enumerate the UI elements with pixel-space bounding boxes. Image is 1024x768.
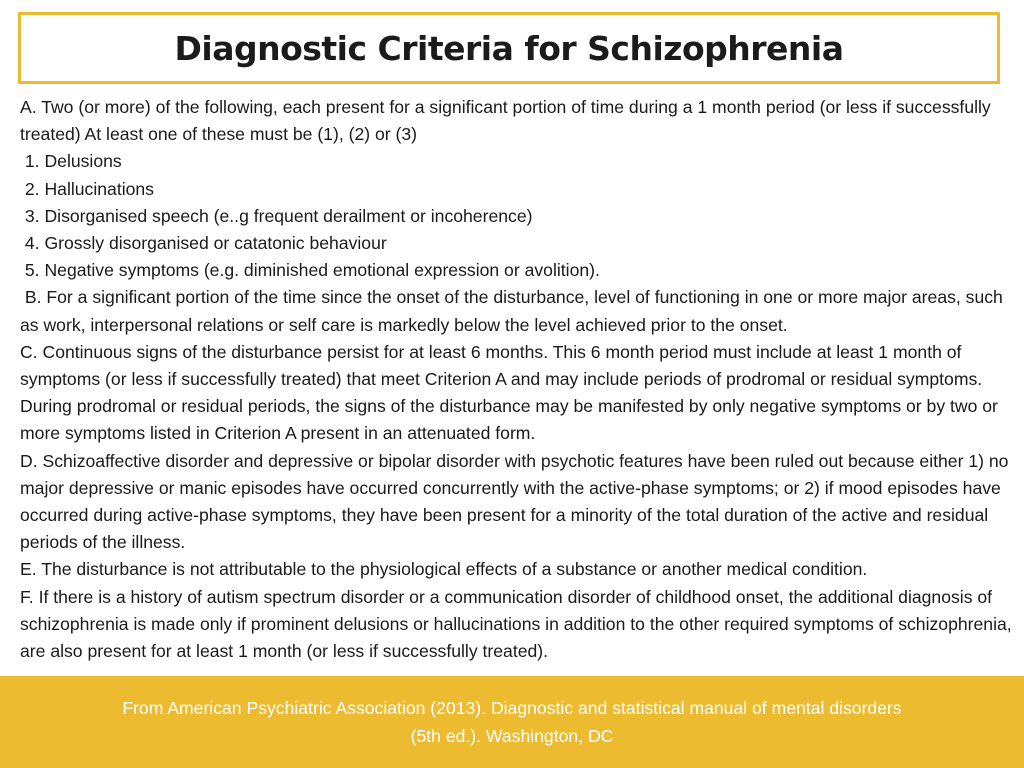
page-title: Diagnostic Criteria for Schizophrenia <box>174 28 844 68</box>
criterion-a-item-5: 5. Negative symptoms (e.g. diminished emotional expression or avolition). <box>20 260 600 281</box>
criterion-a-item-2: 2. Hallucinations <box>20 178 154 199</box>
criterion-c: C. Continuous signs of the disturbance persist for at least 6 months. This 6 month period must include at least 1 month of symptoms (or less if successfully treated) that meet Criterion A and may include periods of prodromal or residual symptoms. During prodromal or residual periods, the signs of the disturbance may be manifested by only negative symptoms or by two or more symptoms listed in Criterion A present in an attenuated form. <box>20 341 1003 444</box>
criterion-b: B. For a significant portion of the time since the onset of the disturbance, level of functioning in one or more major areas, such as work, interpersonal relations or self care is markedly below the level achieved prior to the onset. <box>20 287 1008 335</box>
criterion-a: A. Two (or more) of the following, each present for a significant portion of time during a 1 month period (or less if successfully treated) At least one of these must be (1), (2) or (3) <box>20 97 996 145</box>
citation-footer <box>0 676 1024 768</box>
citation-line-2: (5th ed.). Washington, DC <box>410 726 614 746</box>
criteria-text <box>20 94 1017 665</box>
title-box <box>18 12 1000 84</box>
criterion-d: D. Schizoaffective disorder and depressive or bipolar disorder with psychotic features have been ruled out because either 1) no major depressive or manic episodes have occurred concurrently with the active-phase symptoms; or 2) if mood episodes have occurred during active-phase symptoms, they have been present for a minority of the total duration of the active and residual periods of the illness. <box>20 450 1014 553</box>
citation-line-1: From American Psychiatric Association (2013). Diagnostic and statistical manual of mental disorders <box>122 698 902 718</box>
criterion-e: E. The disturbance is not attributable to the physiological effects of a substance or another medical condition. <box>20 559 868 580</box>
criterion-a-item-1: 1. Delusions <box>20 151 122 172</box>
criterion-f: F. If there is a history of autism spectrum disorder or a communication disorder of childhood onset, the additional diagnosis of schizophrenia is made only if prominent delusions or hallucinations in addition to the other required symptoms of schizophrenia, are also present for at least 1 month (or less if successfully treated). <box>20 586 1017 662</box>
criterion-a-item-3: 3. Disorganised speech (e..g frequent derailment or incoherence) <box>20 205 533 226</box>
criterion-a-item-4: 4. Grossly disorganised or catatonic behaviour <box>20 233 387 254</box>
